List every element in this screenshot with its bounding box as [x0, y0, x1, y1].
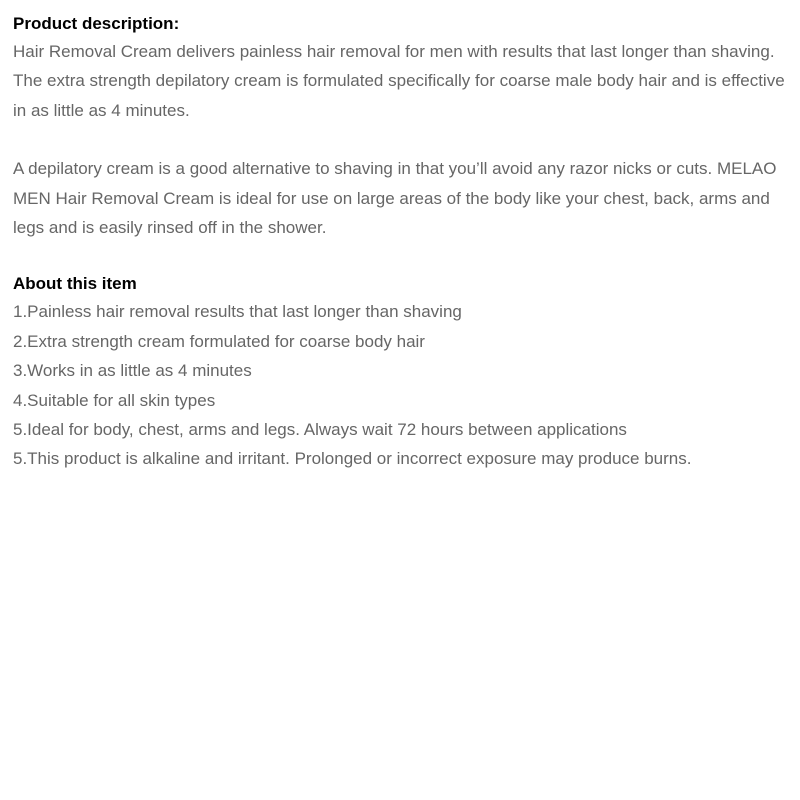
paragraph-spacer — [13, 125, 800, 154]
about-item-heading: About this item — [13, 274, 137, 294]
list-item: 5.Ideal for body, chest, arms and legs. Always wait 72 hours between applications — [13, 420, 627, 440]
list-item: 1.Painless hair removal results that last longer than shaving — [13, 302, 462, 322]
list-item: 2.Extra strength cream formulated for coarse body hair — [13, 331, 425, 351]
feature-list — [13, 297, 800, 473]
list-item: 3.Works in as little as 4 minutes — [13, 361, 252, 381]
list-item: 5.This product is alkaline and irritant. Prolonged or incorrect exposure may produce burns. — [13, 449, 692, 469]
section-spacer — [13, 242, 800, 271]
description-paragraph-1: Hair Removal Cream delivers painless hair removal for men with results that last longer than shaving. The extra strength depilatory cream is formulated specifically for coarse male body hair and is effective in as little as 4 minutes. — [13, 42, 785, 120]
product-description-heading: Product description: — [13, 14, 180, 33]
description-paragraph-2: A depilatory cream is a good alternative to shaving in that you’ll avoid any razor nicks or cuts. MELAO MEN Hair Removal Cream is ideal for use on large areas of the body like your chest, back, arms and legs and is easily rinsed off in the shower. — [13, 159, 777, 238]
list-item: 4.Suitable for all skin types — [13, 390, 216, 410]
